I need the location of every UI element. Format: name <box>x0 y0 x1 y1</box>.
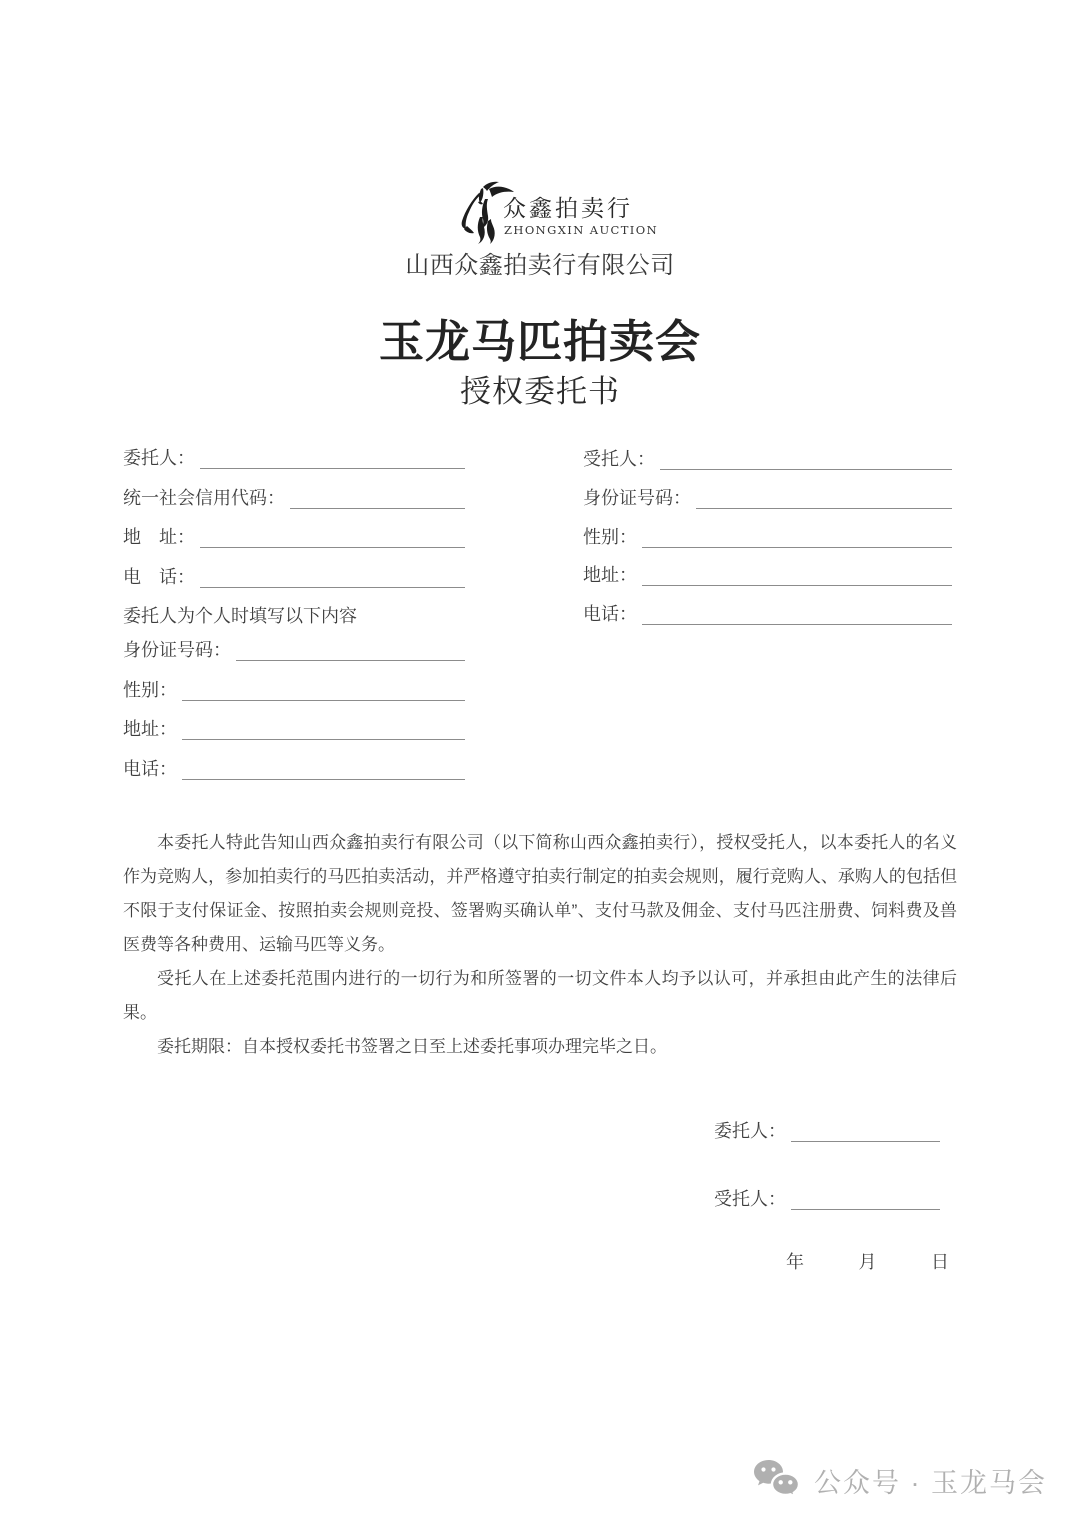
wechat-icon <box>752 1458 802 1502</box>
date-year-label: 年 <box>786 1252 804 1272</box>
blank-line <box>200 449 465 469</box>
date-month-label: 月 <box>858 1252 877 1272</box>
field-label: 电话： <box>583 604 637 625</box>
signature-line <box>791 1190 940 1210</box>
consignor-fields-column <box>123 447 465 797</box>
signature-label: 受托人： <box>714 1189 786 1209</box>
blank-line <box>200 568 465 588</box>
paragraph-authorization: 本委托人特此告知山西众鑫拍卖行有限公司（以下简称山西众鑫拍卖行），授权受托人，以本委托人的名义作为竞购人，参加拍卖行的马匹拍卖活动，并严格遵守拍卖行制定的拍卖会规则，履行竞购人、承购人的包括但不限于支付保证金、按照拍卖会规则竞投、签署购买确认单”、支付马款及佣金、支付马匹注册费、饲料费及兽医费等各种费用、运输马匹等义务。 <box>123 833 957 954</box>
blank-line <box>182 720 465 740</box>
form-row-trustee-phone <box>583 603 952 625</box>
field-label: 身份证号码： <box>123 640 231 660</box>
signature-row-consignor <box>714 1120 940 1142</box>
blank-line <box>290 489 465 509</box>
form-row-address <box>123 526 465 548</box>
trustee-fields-column <box>583 448 952 642</box>
blank-line <box>200 528 465 548</box>
field-label: 电 话： <box>123 566 195 587</box>
form-row-trustee-address <box>583 564 952 586</box>
field-label: 地址： <box>123 719 177 739</box>
form-row-consignor <box>123 447 465 469</box>
field-label: 统一社会信用代码： <box>123 487 285 508</box>
page-subtitle: 授权委托书 <box>460 374 620 409</box>
form-row-trustee <box>583 448 952 470</box>
field-label: 地址： <box>583 565 637 586</box>
blank-line <box>182 681 465 701</box>
signature-label: 委托人： <box>714 1121 786 1141</box>
signature-row-trustee <box>714 1188 940 1210</box>
field-label: 性别： <box>123 679 177 700</box>
date-line <box>786 1248 949 1274</box>
blank-line <box>642 605 952 625</box>
blank-line <box>696 489 952 509</box>
signature-line <box>791 1122 940 1142</box>
company-name: 山西众鑫拍卖行有限公司 <box>405 252 675 279</box>
field-label: 电话： <box>123 758 177 779</box>
brand-name-en: ZHONGXIN AUCTION <box>504 223 659 237</box>
blank-line <box>660 450 952 470</box>
field-label: 委托人： <box>123 448 195 468</box>
field-label: 身份证号码： <box>583 487 691 508</box>
blank-line <box>642 566 952 586</box>
field-label: 受托人： <box>583 449 655 469</box>
field-label: 地 址： <box>123 527 195 547</box>
form-row-phone <box>123 566 465 588</box>
wechat-watermark <box>752 1458 1047 1502</box>
field-label: 性别： <box>583 526 637 547</box>
form-row-id-number <box>123 639 465 661</box>
form-row-credit-code <box>123 487 465 509</box>
individual-section-note: 委托人为个人时填写以下内容 <box>123 606 357 626</box>
blank-line <box>642 528 952 548</box>
paragraph-term: 委托期限：自本授权委托书签署之日至上述委托事项办理完毕之日。 <box>157 1037 667 1056</box>
blank-line <box>236 641 465 661</box>
form-row-phone-2 <box>123 758 465 780</box>
declaration-text <box>123 826 957 1064</box>
form-row-address-2 <box>123 718 465 740</box>
form-row-gender <box>123 679 465 701</box>
page-title: 玉龙马匹拍卖会 <box>378 316 701 367</box>
watermark-text: 公众号 · 玉龙马会 <box>814 1467 1047 1498</box>
paragraph-acknowledgement: 受托人在上述委托范围内进行的一切行为和所签署的一切文件本人均予以认可，并承担由此产生的法律后果。 <box>123 969 957 1022</box>
blank-line <box>182 760 465 780</box>
form-row-trustee-gender <box>583 526 952 548</box>
brand-name-cn: 众鑫拍卖行 <box>503 196 633 222</box>
form-row-trustee-id <box>583 487 952 509</box>
date-day-label: 日 <box>931 1252 949 1272</box>
